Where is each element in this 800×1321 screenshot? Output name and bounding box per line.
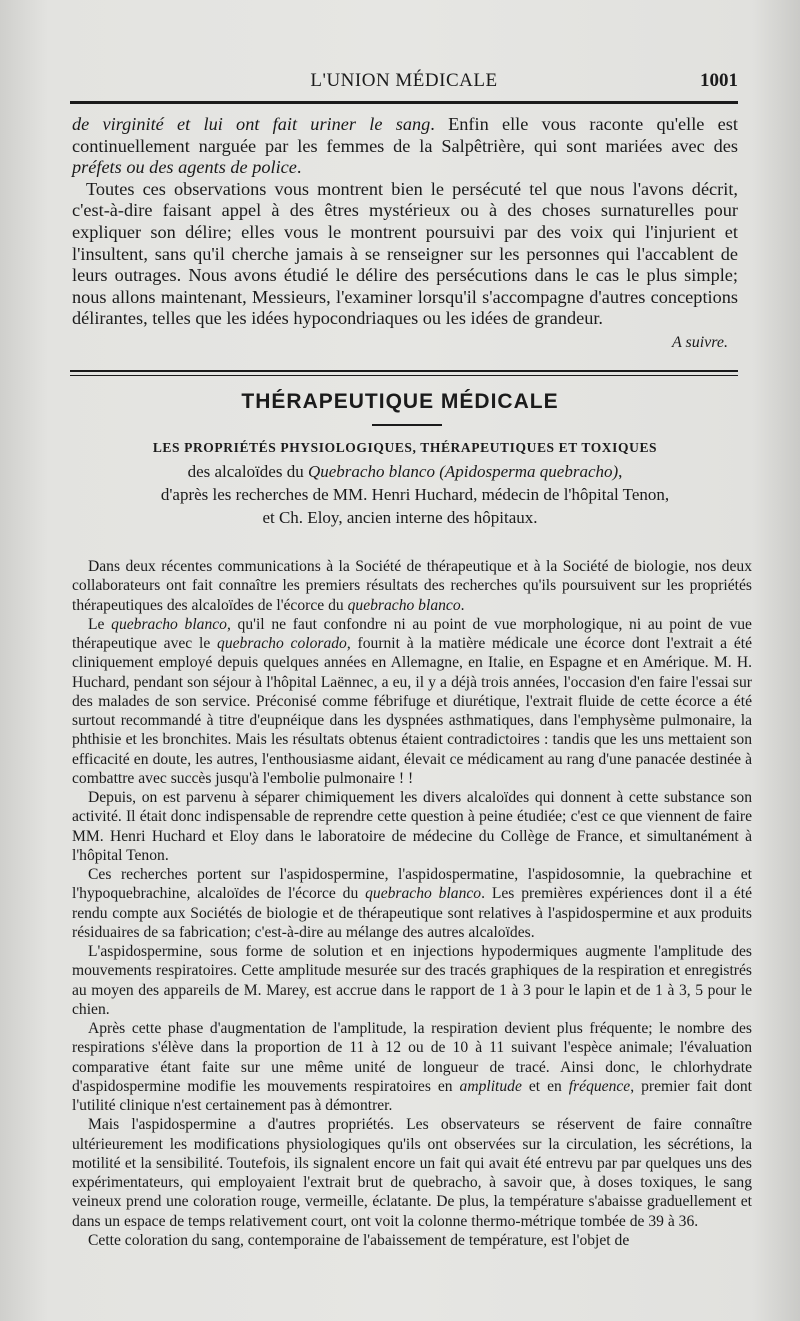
- italic-phrase: fréquence: [568, 1077, 631, 1095]
- text-run: , qu'il ne faut confondre ni au point de vue morphologique, ni au point de vue thérapeutique avec le: [72, 615, 752, 652]
- previous-article: [72, 114, 738, 352]
- italic-phrase: Quebracho blanco (Apidosperma quebracho): [307, 462, 619, 481]
- text-run: ,: [618, 462, 623, 481]
- text-run: Le: [88, 615, 112, 633]
- section-title: THÉRAPEUTIQUE MÉDICALE: [241, 390, 559, 413]
- text-run: . Enfin elle vous raconte qu'elle est continuellement narguée par les femmes de la Salpêtrière, qui sont mariées avec des: [72, 114, 738, 156]
- text-run: , premier fait dont l'utilité clinique n'est certainement pas à démontrer.: [72, 1077, 752, 1114]
- italic-phrase: quebracho blanco: [111, 615, 227, 633]
- section-double-rule: [70, 370, 738, 376]
- to-be-continued: A suivre.: [672, 333, 728, 351]
- text-run: , fournit à la matière médicale une écorce dont l'extrait a été cliniquement employé depuis quelques années en Allemagne, en Italie, en Espagne et en Amérique. M. H. Huchard, pendant son séjour à l'hôpital Laënnec, a eu, il y a déjà trois années, l'occasion d'en faire l'essai sur des malades de son service. Préconisé comme fébrifuge et diurétique, l'extrait fluide de cette écorce a été surtout recommandé à titre d'eupnéique dans les dyspnées asthmatiques, dans l'emphysème pulmonaire, la phthisie et les bronchites. Mais les résultats obtenus étaient contradictoires : tandis que les uns mettaient son efficacité en doute, les autres, l'enthousiasme aidant, élevait ce médicament au rang d'une panacée destinée à combattre avec succès jusqu'à l'embolie pulmonaire ! !: [72, 635, 753, 787]
- text-run: .: [460, 596, 465, 614]
- article-authors-line-2: et Ch. Eloy, ancien interne des hôpitaux.: [262, 508, 538, 527]
- article-paragraph-1: [72, 557, 752, 615]
- text-run: Dans deux récentes communications à la Société de thérapeutique et à la Société de biologie, nos deux collaborateurs ont fait connaître les premiers résultats des recherches qu'ils poursuivent sur les propriétés thérapeutiques des alcaloïdes de l'écorce du: [72, 558, 752, 614]
- italic-phrase: de virginité et lui ont fait uriner le sang: [72, 114, 431, 134]
- italic-phrase: préfets ou des agents de police: [72, 157, 297, 178]
- article-paragraph-8: Cette coloration du sang, contemporaine de l'abaissement de température, est l'objet de: [88, 1231, 630, 1249]
- article-authors-line-1: d'après les recherches de MM. Henri Huchard, médecin de l'hôpital Tenon,: [160, 485, 670, 504]
- page-number: 1001: [700, 70, 738, 91]
- article-paragraph-7: Mais l'aspidospermine a d'autres propriétés. Les observateurs se réservent de faire connaître ultérieurement les modifications physiologiques qu'ils ont observées sur la circulation, les sécrétions, la motilité et la sensibilité. Toutefois, ils signalent encore un fait qui avait été entrevu par par quelques uns des expérimentateurs, qui employaient l'extrait brut de quebracho, à savoir que, à doses toxiques, le sang veineux prend une coloration rouge, vermeille, éclatante. De plus, la température s'abaisse graduellement et dans un espace de temps relativement court, ont voit la colonne thermo-métrique tombée de 39 à 36.: [72, 1116, 752, 1230]
- text-run: des alcaloïdes du: [187, 462, 308, 481]
- article-paragraph-4: [72, 865, 752, 942]
- text-run: et en: [521, 1077, 569, 1095]
- italic-phrase: amplitude: [459, 1077, 522, 1095]
- italic-phrase: quebracho colorado: [217, 635, 347, 652]
- text-run: Après cette phase d'augmentation de l'amplitude, la respiration devient plus fréquente; le nombre des respirations s'élève dans la proportion de 11 à 12 ou de 10 à 11 suivant l'espèce animale; l'évaluation comparative étant faite sur une même unité de longueur de tracé. Ainsi donc, le chlorhydrate d'aspidospermine modifie les mouvements respiratoires en: [72, 1020, 752, 1095]
- article-subtitle: [72, 460, 738, 483]
- article-paragraph-5: L'aspidospermine, sous forme de solution et en injections hypodermiques augmente l'amplitude des mouvements respiratoires. Cette amplitude mesurée sur des tracés graphiques de la respiration et enregistrés au moyen des appareils de M. Marey, est accrue dans le rapport de 1 à 3 pour le lapin et de 1 à 3, 5 pour le chien.: [72, 943, 752, 1018]
- italic-phrase: quebracho blanco: [347, 596, 461, 614]
- article-header: [72, 440, 738, 529]
- running-title: L'UNION MÉDICALE: [310, 70, 498, 91]
- text-run: Ces recherches portent sur l'aspidospermine, l'aspidospermatine, l'aspidosomnie, la quebrachine et l'hypoquebrachine, alcaloïdes de l'écorce du: [72, 866, 752, 903]
- italic-phrase: quebracho blanco: [365, 885, 482, 903]
- section-title-rule: [372, 424, 442, 426]
- previous-article-text: [72, 114, 738, 330]
- text-run: . Les premières expériences dont il a été rendu compte aux Sociétés de biologie et de thérapeutique sont relatives à l'aspidospermine et aux produits résiduaires de sa fabrication; c'est-à-dire au mélange des autres alcaloïdes.: [72, 885, 752, 941]
- article-paragraph-3: Depuis, on est parvenu à séparer chimiquement les divers alcaloïdes qui donnent à cette substance son activité. Il était donc indispensable de reprendre cette question à peine étudiée; c'est ce que viennent de faire MM. Henri Huchard et Eloy dans le laboratoire de médecine du Collège de France, et simultanément à l'hôpital Tenon.: [72, 789, 752, 864]
- page-header: [70, 70, 738, 98]
- text-run: .: [296, 157, 302, 178]
- previous-paragraph-2: Toutes ces observations vous montrent bien le persécuté tel que nous l'avons décrit, c'est-à-dire faisant appel à des êtres mystérieux ou à des choses surnaturelles pour expliquer son délire; elles vous le montrent poursuivi par des voix qui l'injurient et l'insultent, sans qu'il cherche jamais à se renseigner sur les personnes qui l'accablent de leurs outrages. Nous avons étudié le délire des persécutions dans le cas le plus simple; nous allons maintenant, Messieurs, l'examiner lorsqu'il s'accompagne d'autres conceptions délirantes, telles que les idées hypocondriaques ou les idées de grandeur.: [72, 178, 738, 329]
- article-paragraph-6: [72, 1019, 752, 1115]
- header-rule: [70, 101, 738, 104]
- article-paragraph-2: [72, 615, 752, 788]
- article-title: LES PROPRIÉTÉS PHYSIOLOGIQUES, THÉRAPEUTIQUES ET TOXIQUES: [152, 440, 658, 455]
- article-body: [72, 557, 752, 1250]
- previous-paragraph-1: [72, 114, 738, 179]
